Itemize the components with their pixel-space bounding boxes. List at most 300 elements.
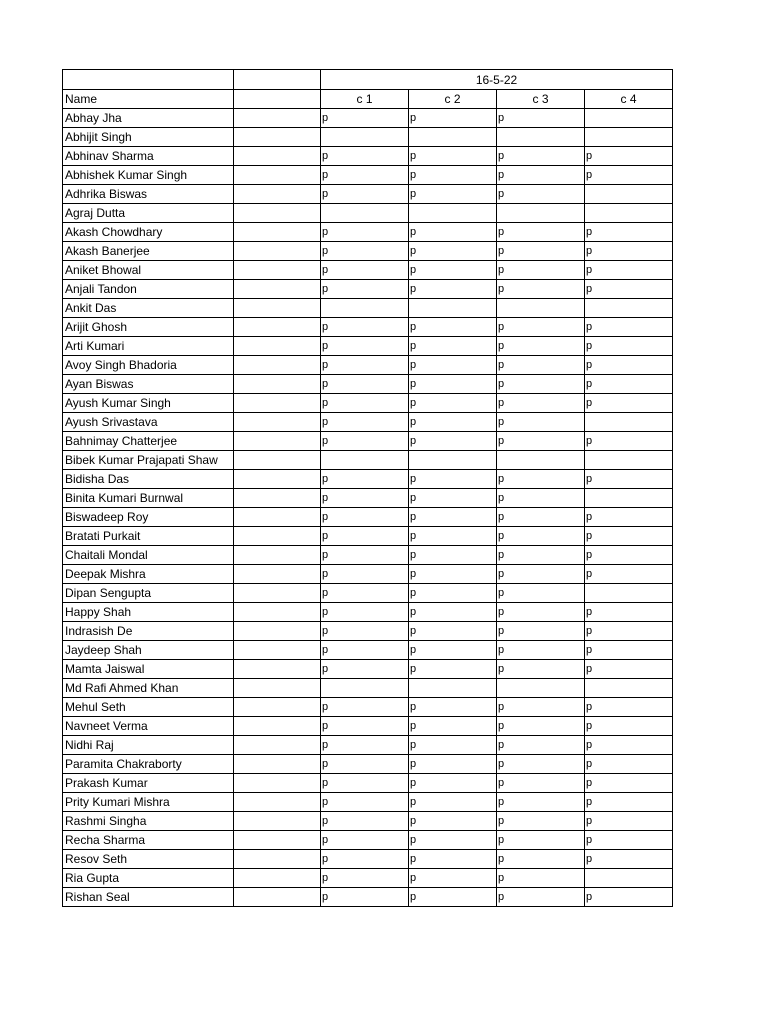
attendance-c3-cell: p — [497, 261, 585, 280]
attendance-c1-cell — [321, 299, 409, 318]
table-row — [63, 774, 673, 793]
attendance-c4-cell — [585, 109, 673, 128]
student-name-cell: Bibek Kumar Prajapati Shaw — [63, 451, 234, 470]
attendance-c3-cell: p — [497, 793, 585, 812]
table-row — [63, 717, 673, 736]
student-name-cell: Recha Sharma — [63, 831, 234, 850]
attendance-c3-cell — [497, 204, 585, 223]
attendance-c3-cell: p — [497, 869, 585, 888]
attendance-c3-cell: p — [497, 717, 585, 736]
student-name-cell: Paramita Chakraborty — [63, 755, 234, 774]
attendance-c4-cell — [585, 204, 673, 223]
attendance-c2-cell: p — [409, 394, 497, 413]
attendance-c3-cell: p — [497, 850, 585, 869]
table-row — [63, 508, 673, 527]
student-name-cell: Ayan Biswas — [63, 375, 234, 394]
table-row — [63, 375, 673, 394]
table-row — [63, 850, 673, 869]
blank-cell — [234, 337, 321, 356]
attendance-c3-cell: p — [497, 337, 585, 356]
student-name-cell: Anjali Tandon — [63, 280, 234, 299]
table-row — [63, 394, 673, 413]
student-name-cell: Prity Kumari Mishra — [63, 793, 234, 812]
attendance-c3-cell: p — [497, 622, 585, 641]
blank-cell — [234, 109, 321, 128]
attendance-c2-cell: p — [409, 185, 497, 204]
attendance-c1-cell: p — [321, 755, 409, 774]
attendance-c3-cell: p — [497, 508, 585, 527]
table-row — [63, 641, 673, 660]
student-name-cell: Adhrika Biswas — [63, 185, 234, 204]
attendance-c3-cell — [497, 299, 585, 318]
attendance-c1-cell: p — [321, 793, 409, 812]
attendance-c3-cell: p — [497, 432, 585, 451]
table-row — [63, 698, 673, 717]
attendance-c2-cell: p — [409, 432, 497, 451]
attendance-c1-cell: p — [321, 622, 409, 641]
table-row — [63, 356, 673, 375]
attendance-c1-cell: p — [321, 546, 409, 565]
table-row — [63, 888, 673, 907]
blank-cell — [234, 660, 321, 679]
student-name-cell: Avoy Singh Bhadoria — [63, 356, 234, 375]
table-row — [63, 223, 673, 242]
attendance-c1-cell: p — [321, 736, 409, 755]
table-row — [63, 185, 673, 204]
attendance-c2-cell: p — [409, 717, 497, 736]
attendance-c4-cell: p — [585, 223, 673, 242]
attendance-c2-cell — [409, 299, 497, 318]
student-name-cell: Navneet Verma — [63, 717, 234, 736]
header-blank-cell — [234, 70, 321, 90]
attendance-c2-cell: p — [409, 261, 497, 280]
blank-cell — [234, 812, 321, 831]
attendance-c1-cell: p — [321, 375, 409, 394]
student-name-cell: Rishan Seal — [63, 888, 234, 907]
header-blank-cell — [63, 70, 234, 90]
attendance-c3-cell: p — [497, 698, 585, 717]
student-name-cell: Mehul Seth — [63, 698, 234, 717]
blank-cell — [234, 299, 321, 318]
table-row — [63, 204, 673, 223]
attendance-c1-cell — [321, 679, 409, 698]
name-column-header: Name — [63, 90, 234, 109]
attendance-c4-cell — [585, 299, 673, 318]
blank-cell — [234, 223, 321, 242]
student-name-cell: Deepak Mishra — [63, 565, 234, 584]
attendance-c2-cell: p — [409, 869, 497, 888]
attendance-c4-cell — [585, 679, 673, 698]
student-name-cell: Dipan Sengupta — [63, 584, 234, 603]
attendance-c3-cell: p — [497, 774, 585, 793]
attendance-c4-cell: p — [585, 394, 673, 413]
table-row — [63, 470, 673, 489]
blank-cell — [234, 679, 321, 698]
table-row — [63, 622, 673, 641]
attendance-c4-cell: p — [585, 660, 673, 679]
student-name-cell: Md Rafi Ahmed Khan — [63, 679, 234, 698]
attendance-c2-cell — [409, 128, 497, 147]
table-row — [63, 109, 673, 128]
attendance-c4-cell: p — [585, 641, 673, 660]
table-row — [63, 337, 673, 356]
blank-cell — [234, 603, 321, 622]
attendance-c2-cell: p — [409, 109, 497, 128]
blank-cell — [234, 413, 321, 432]
blank-cell — [234, 774, 321, 793]
attendance-c2-cell: p — [409, 660, 497, 679]
blank-cell — [234, 147, 321, 166]
blank-cell — [234, 508, 321, 527]
table-row — [63, 603, 673, 622]
student-name-cell: Ayush Srivastava — [63, 413, 234, 432]
attendance-c2-cell: p — [409, 774, 497, 793]
attendance-c2-cell: p — [409, 888, 497, 907]
attendance-c1-cell: p — [321, 394, 409, 413]
attendance-c1-cell: p — [321, 869, 409, 888]
attendance-c1-cell: p — [321, 698, 409, 717]
student-name-cell: Nidhi Raj — [63, 736, 234, 755]
student-name-cell: Biswadeep Roy — [63, 508, 234, 527]
student-name-cell: Prakash Kumar — [63, 774, 234, 793]
table-row — [63, 831, 673, 850]
attendance-c2-cell: p — [409, 793, 497, 812]
c3-column-header: c 3 — [497, 90, 585, 109]
attendance-c1-cell — [321, 204, 409, 223]
table-row — [63, 280, 673, 299]
attendance-c3-cell: p — [497, 546, 585, 565]
attendance-c4-cell: p — [585, 166, 673, 185]
blank-cell — [234, 166, 321, 185]
attendance-c2-cell: p — [409, 508, 497, 527]
attendance-c1-cell: p — [321, 812, 409, 831]
attendance-c3-cell: p — [497, 736, 585, 755]
attendance-c1-cell: p — [321, 508, 409, 527]
attendance-c1-cell: p — [321, 641, 409, 660]
attendance-c4-cell: p — [585, 793, 673, 812]
attendance-c3-cell: p — [497, 812, 585, 831]
date-header: 16-5-22 — [321, 70, 673, 90]
attendance-c2-cell: p — [409, 831, 497, 850]
blank-cell — [234, 318, 321, 337]
attendance-c1-cell: p — [321, 774, 409, 793]
student-name-cell: Bidisha Das — [63, 470, 234, 489]
table-row — [63, 755, 673, 774]
blank-cell — [234, 888, 321, 907]
attendance-c1-cell: p — [321, 356, 409, 375]
attendance-c3-cell: p — [497, 109, 585, 128]
attendance-c4-cell: p — [585, 242, 673, 261]
attendance-c1-cell: p — [321, 261, 409, 280]
student-name-cell: Abhishek Kumar Singh — [63, 166, 234, 185]
attendance-c1-cell: p — [321, 432, 409, 451]
blank-cell — [234, 242, 321, 261]
attendance-c3-cell: p — [497, 603, 585, 622]
attendance-c3-cell: p — [497, 641, 585, 660]
student-name-cell: Bratati Purkait — [63, 527, 234, 546]
attendance-c4-cell: p — [585, 375, 673, 394]
attendance-c2-cell: p — [409, 565, 497, 584]
attendance-c4-cell — [585, 451, 673, 470]
attendance-c3-cell — [497, 679, 585, 698]
attendance-c2-cell: p — [409, 489, 497, 508]
attendance-c3-cell: p — [497, 565, 585, 584]
attendance-c2-cell: p — [409, 337, 497, 356]
attendance-c3-cell — [497, 451, 585, 470]
table-row — [63, 527, 673, 546]
attendance-c2-cell: p — [409, 812, 497, 831]
attendance-c4-cell: p — [585, 736, 673, 755]
table-row — [63, 793, 673, 812]
attendance-c2-cell: p — [409, 603, 497, 622]
table-row — [63, 660, 673, 679]
attendance-c3-cell — [497, 128, 585, 147]
blank-cell — [234, 717, 321, 736]
attendance-c3-cell: p — [497, 242, 585, 261]
attendance-c4-cell: p — [585, 831, 673, 850]
attendance-c1-cell: p — [321, 584, 409, 603]
blank-cell — [234, 546, 321, 565]
blank-cell — [234, 527, 321, 546]
blank-cell — [234, 850, 321, 869]
attendance-c4-cell — [585, 489, 673, 508]
student-name-cell: Aniket Bhowal — [63, 261, 234, 280]
column-header-row — [63, 90, 673, 109]
attendance-c4-cell: p — [585, 318, 673, 337]
table-row — [63, 413, 673, 432]
attendance-c2-cell: p — [409, 223, 497, 242]
attendance-c3-cell: p — [497, 413, 585, 432]
attendance-c2-cell: p — [409, 280, 497, 299]
attendance-c1-cell: p — [321, 413, 409, 432]
attendance-c1-cell: p — [321, 717, 409, 736]
attendance-c2-cell: p — [409, 375, 497, 394]
table-row — [63, 584, 673, 603]
attendance-c1-cell: p — [321, 489, 409, 508]
student-name-cell: Ayush Kumar Singh — [63, 394, 234, 413]
table-row — [63, 736, 673, 755]
attendance-c1-cell: p — [321, 109, 409, 128]
attendance-c2-cell — [409, 451, 497, 470]
attendance-c4-cell: p — [585, 337, 673, 356]
attendance-c3-cell: p — [497, 375, 585, 394]
attendance-c1-cell: p — [321, 280, 409, 299]
attendance-c1-cell: p — [321, 660, 409, 679]
blank-cell — [234, 755, 321, 774]
table-row — [63, 679, 673, 698]
blank-cell — [234, 470, 321, 489]
attendance-c2-cell: p — [409, 850, 497, 869]
attendance-c1-cell — [321, 128, 409, 147]
attendance-c1-cell: p — [321, 147, 409, 166]
attendance-c4-cell: p — [585, 356, 673, 375]
table-row — [63, 489, 673, 508]
attendance-c2-cell: p — [409, 242, 497, 261]
attendance-table — [62, 69, 673, 907]
blank-cell — [234, 641, 321, 660]
blank-cell — [234, 394, 321, 413]
blank-cell — [234, 698, 321, 717]
table-row — [63, 451, 673, 470]
table-row — [63, 812, 673, 831]
student-name-cell: Akash Banerjee — [63, 242, 234, 261]
attendance-c4-cell: p — [585, 812, 673, 831]
attendance-c2-cell: p — [409, 356, 497, 375]
table-row — [63, 166, 673, 185]
attendance-c2-cell: p — [409, 698, 497, 717]
date-header-row — [63, 70, 673, 90]
attendance-c1-cell: p — [321, 318, 409, 337]
attendance-c3-cell: p — [497, 394, 585, 413]
blank-cell — [234, 622, 321, 641]
attendance-c4-cell — [585, 869, 673, 888]
attendance-c3-cell: p — [497, 280, 585, 299]
attendance-c1-cell: p — [321, 242, 409, 261]
attendance-c2-cell: p — [409, 622, 497, 641]
attendance-c4-cell: p — [585, 546, 673, 565]
attendance-c3-cell: p — [497, 489, 585, 508]
attendance-c1-cell: p — [321, 603, 409, 622]
blank-cell — [234, 584, 321, 603]
attendance-c4-cell — [585, 413, 673, 432]
blank-cell — [234, 261, 321, 280]
blank-cell — [234, 451, 321, 470]
attendance-c3-cell: p — [497, 527, 585, 546]
blank-cell — [234, 831, 321, 850]
attendance-c1-cell: p — [321, 850, 409, 869]
table-row — [63, 546, 673, 565]
student-name-cell: Binita Kumari Burnwal — [63, 489, 234, 508]
student-name-cell: Chaitali Mondal — [63, 546, 234, 565]
blank-cell — [234, 375, 321, 394]
attendance-c4-cell: p — [585, 603, 673, 622]
attendance-c3-cell: p — [497, 147, 585, 166]
attendance-c2-cell: p — [409, 736, 497, 755]
attendance-c4-cell: p — [585, 280, 673, 299]
attendance-c1-cell: p — [321, 223, 409, 242]
attendance-c1-cell: p — [321, 185, 409, 204]
student-name-cell: Bahnimay Chatterjee — [63, 432, 234, 451]
attendance-c3-cell: p — [497, 755, 585, 774]
attendance-c3-cell: p — [497, 185, 585, 204]
student-name-cell: Akash Chowdhary — [63, 223, 234, 242]
attendance-c3-cell: p — [497, 888, 585, 907]
attendance-c1-cell: p — [321, 166, 409, 185]
attendance-c4-cell: p — [585, 470, 673, 489]
student-name-cell: Arti Kumari — [63, 337, 234, 356]
attendance-c4-cell: p — [585, 774, 673, 793]
blank-cell — [234, 356, 321, 375]
table-row — [63, 299, 673, 318]
attendance-c2-cell: p — [409, 318, 497, 337]
student-name-cell: Abhay Jha — [63, 109, 234, 128]
student-name-cell: Abhinav Sharma — [63, 147, 234, 166]
student-name-cell: Resov Seth — [63, 850, 234, 869]
c1-column-header: c 1 — [321, 90, 409, 109]
attendance-c4-cell — [585, 128, 673, 147]
table-row — [63, 242, 673, 261]
student-name-cell: Mamta Jaiswal — [63, 660, 234, 679]
attendance-c2-cell: p — [409, 755, 497, 774]
attendance-c2-cell — [409, 679, 497, 698]
blank-cell — [234, 736, 321, 755]
attendance-c1-cell — [321, 451, 409, 470]
attendance-c4-cell: p — [585, 698, 673, 717]
attendance-c3-cell: p — [497, 470, 585, 489]
attendance-c4-cell: p — [585, 717, 673, 736]
attendance-c4-cell: p — [585, 261, 673, 280]
student-name-cell: Abhijit Singh — [63, 128, 234, 147]
blank-column-header — [234, 90, 321, 109]
attendance-c2-cell: p — [409, 546, 497, 565]
attendance-c2-cell: p — [409, 584, 497, 603]
student-name-cell: Ankit Das — [63, 299, 234, 318]
blank-cell — [234, 204, 321, 223]
table-row — [63, 128, 673, 147]
attendance-c1-cell: p — [321, 527, 409, 546]
student-name-cell: Happy Shah — [63, 603, 234, 622]
attendance-c4-cell: p — [585, 147, 673, 166]
blank-cell — [234, 869, 321, 888]
attendance-c1-cell: p — [321, 888, 409, 907]
c2-column-header: c 2 — [409, 90, 497, 109]
attendance-c4-cell: p — [585, 432, 673, 451]
attendance-c4-cell — [585, 185, 673, 204]
attendance-c4-cell: p — [585, 850, 673, 869]
student-name-cell: Agraj Dutta — [63, 204, 234, 223]
student-name-cell: Indrasish De — [63, 622, 234, 641]
blank-cell — [234, 565, 321, 584]
attendance-c3-cell: p — [497, 356, 585, 375]
blank-cell — [234, 185, 321, 204]
attendance-c4-cell: p — [585, 565, 673, 584]
student-name-cell: Jaydeep Shah — [63, 641, 234, 660]
student-name-cell: Ria Gupta — [63, 869, 234, 888]
blank-cell — [234, 280, 321, 299]
blank-cell — [234, 432, 321, 451]
attendance-c3-cell: p — [497, 660, 585, 679]
c4-column-header: c 4 — [585, 90, 673, 109]
attendance-c2-cell — [409, 204, 497, 223]
table-row — [63, 565, 673, 584]
attendance-c4-cell — [585, 584, 673, 603]
attendance-c3-cell: p — [497, 166, 585, 185]
attendance-c1-cell: p — [321, 831, 409, 850]
attendance-c3-cell: p — [497, 831, 585, 850]
attendance-c1-cell: p — [321, 337, 409, 356]
attendance-c2-cell: p — [409, 527, 497, 546]
table-row — [63, 869, 673, 888]
student-name-cell: Arijit Ghosh — [63, 318, 234, 337]
attendance-c4-cell: p — [585, 527, 673, 546]
student-name-cell: Rashmi Singha — [63, 812, 234, 831]
attendance-c3-cell: p — [497, 318, 585, 337]
attendance-c3-cell: p — [497, 223, 585, 242]
attendance-c2-cell: p — [409, 470, 497, 489]
attendance-c2-cell: p — [409, 166, 497, 185]
table-row — [63, 432, 673, 451]
attendance-c3-cell: p — [497, 584, 585, 603]
attendance-c2-cell: p — [409, 147, 497, 166]
attendance-c4-cell: p — [585, 508, 673, 527]
attendance-c4-cell: p — [585, 622, 673, 641]
attendance-c2-cell: p — [409, 641, 497, 660]
attendance-c1-cell: p — [321, 470, 409, 489]
attendance-c1-cell: p — [321, 565, 409, 584]
attendance-c4-cell: p — [585, 888, 673, 907]
table-row — [63, 318, 673, 337]
blank-cell — [234, 793, 321, 812]
